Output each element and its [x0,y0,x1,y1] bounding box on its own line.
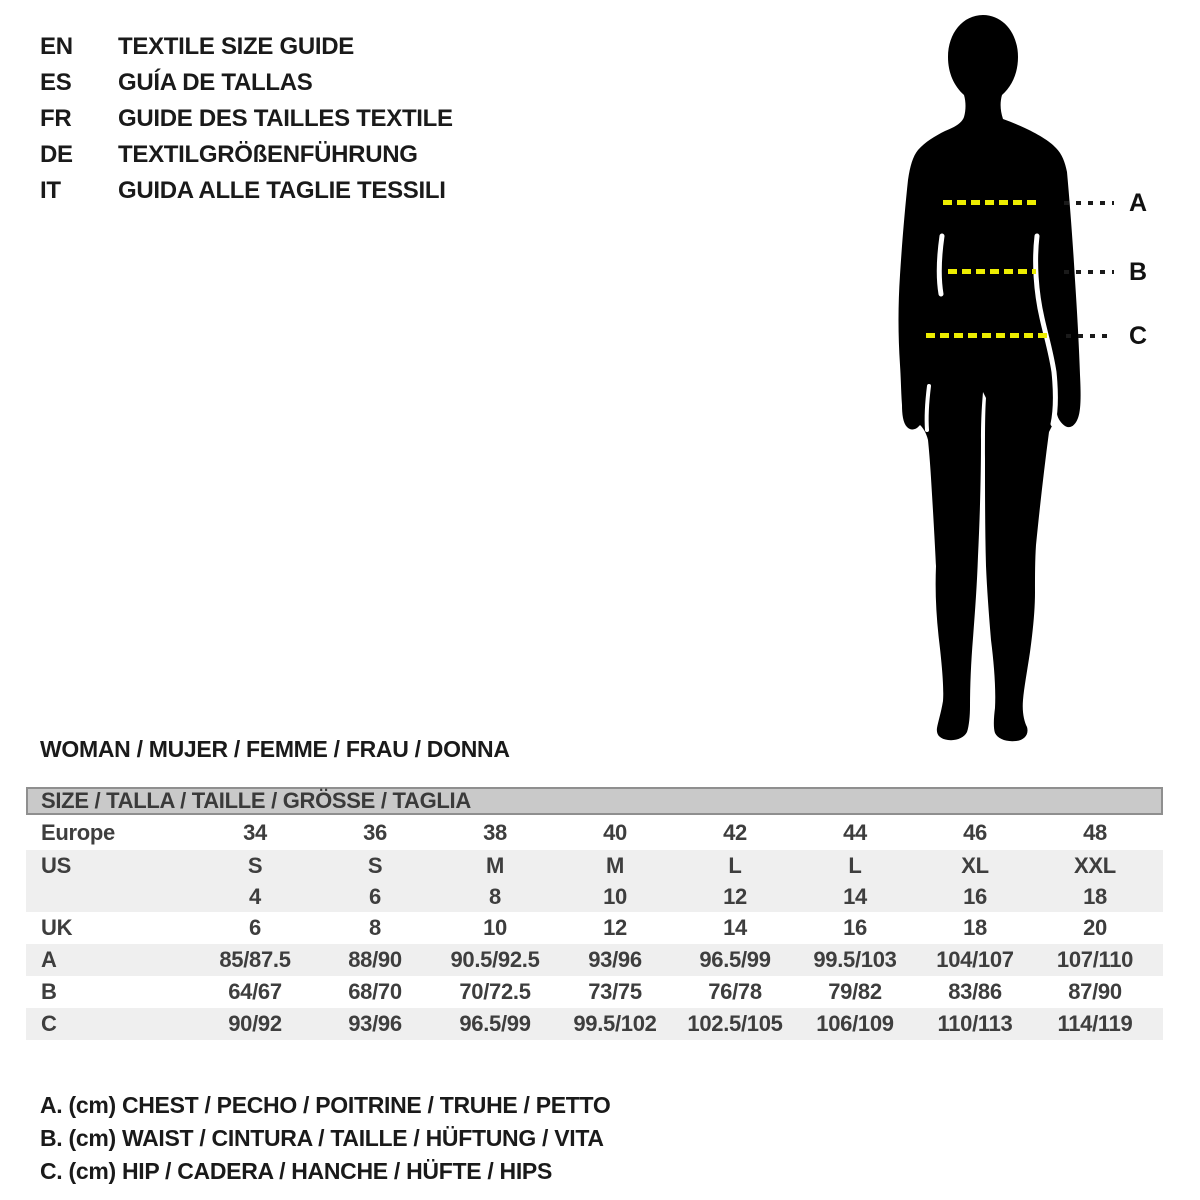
table-row-hip-c [26,1008,1163,1040]
language-title: GUIDA ALLE TAGLIE TESSILI [118,177,446,204]
size-cell: 34 [243,819,267,845]
size-cell: 90.5/92.5 [450,947,540,972]
size-cell: 64/67 [228,979,282,1004]
size-cell: 6 [249,915,261,940]
row-label: B [41,979,57,1004]
language-code: ES [40,69,72,96]
waist-measure-line [948,269,1036,274]
woman-silhouette [885,0,1085,750]
size-cell: 12 [723,883,747,909]
size-cell: L [728,852,742,878]
legend-line-chest: A. (cm) CHEST / PECHO / POITRINE / TRUHE / PETTO [40,1092,611,1118]
size-cell: 106/109 [816,1011,894,1036]
size-table [26,787,1163,1040]
size-cell: 79/82 [828,979,882,1004]
size-table-header: SIZE / TALLA / TAILLE / GRÖSSE / TAGLIA [26,787,1163,815]
table-row-us-numbers [26,881,1163,912]
arm-body-gap-left [939,236,942,294]
language-code: DE [40,141,73,168]
size-cell: 16 [843,915,867,940]
size-cell: S [367,852,383,878]
size-cell: 18 [963,915,987,940]
size-cell: 8 [369,915,381,940]
size-cell: L [848,852,862,878]
row-label: Europe [41,819,115,845]
row-label: A [41,947,57,972]
section-label-woman: WOMAN / MUJER / FEMME / FRAU / DONNA [40,736,510,762]
row-label: US [41,852,71,878]
size-cell: 68/70 [348,979,402,1004]
language-title: GUÍA DE TALLAS [118,69,313,96]
legend-line-hip: C. (cm) HIP / CADERA / HANCHE / HÜFTE / HIPS [40,1158,553,1184]
size-cell: XXL [1074,852,1116,878]
size-cell: 18 [1083,883,1107,909]
size-cell: 10 [603,883,627,909]
table-row-uk [26,912,1163,944]
row-label: UK [41,915,73,940]
chest-measure-line [943,200,1041,205]
size-cell: 90/92 [228,1011,282,1036]
size-cell: 16 [963,883,987,909]
size-cell: 76/78 [708,979,762,1004]
chest-measure-label: A [1129,189,1147,217]
hand-hip-gap-left [927,386,929,430]
hip-measure-label: C [1129,322,1147,350]
size-cell: 44 [843,819,867,845]
size-cell: M [485,852,505,878]
size-cell: 85/87.5 [219,947,291,972]
hip-measure-line [926,333,1049,338]
size-cell: 110/113 [937,1011,1013,1036]
size-cell: 42 [723,819,747,845]
size-cell: 40 [603,819,627,845]
measurement-legend [40,1089,610,1188]
size-cell: 38 [483,819,507,845]
size-cell: 93/96 [348,1011,402,1036]
size-cell: 104/107 [936,947,1014,972]
size-cell: 96.5/99 [699,947,771,972]
language-code: IT [40,177,61,204]
size-cell: XL [961,852,989,878]
table-row-europe [26,815,1163,850]
legend-line-waist: B. (cm) WAIST / CINTURA / TAILLE / HÜFTUNG / VITA [40,1125,604,1151]
size-cell: 4 [249,883,261,909]
size-cell: 10 [483,915,507,940]
size-cell: 87/90 [1068,979,1122,1004]
size-cell: 114/119 [1057,1011,1133,1036]
language-code: FR [40,105,72,132]
size-cell: 70/72.5 [459,979,531,1004]
size-cell: 99.5/103 [813,947,897,972]
language-title: GUIDE DES TAILLES TEXTILE [118,105,453,132]
language-title: TEXTILGRÖßENFÜHRUNG [118,141,418,168]
size-cell: 99.5/102 [573,1011,657,1036]
table-row-us-letters [26,850,1163,881]
row-label: C [41,1011,57,1036]
size-cell: 14 [843,883,867,909]
hip-leader-dots [1066,334,1114,338]
size-cell: 96.5/99 [459,1011,531,1036]
size-cell: S [247,852,263,878]
chest-leader-dots [1064,201,1114,205]
size-cell: 88/90 [348,947,402,972]
size-cell: 14 [723,915,747,940]
size-cell: 107/110 [1056,947,1134,972]
size-cell: 8 [489,883,501,909]
table-row-chest-a [26,944,1163,976]
size-cell: 36 [363,819,387,845]
size-cell: 6 [369,883,381,909]
waist-measure-label: B [1129,258,1147,286]
size-cell: 73/75 [588,979,642,1004]
size-cell: 83/86 [948,979,1002,1004]
language-code: EN [40,33,73,60]
size-cell: 48 [1083,819,1107,845]
size-cell: M [605,852,625,878]
size-cell: 46 [963,819,987,845]
size-cell: 93/96 [588,947,642,972]
language-title: TEXTILE SIZE GUIDE [118,33,354,60]
size-cell: 12 [603,915,627,940]
waist-leader-dots [1064,270,1114,274]
size-cell: 102.5/105 [687,1011,783,1036]
size-cell: 20 [1083,915,1107,940]
table-row-waist-b [26,976,1163,1008]
